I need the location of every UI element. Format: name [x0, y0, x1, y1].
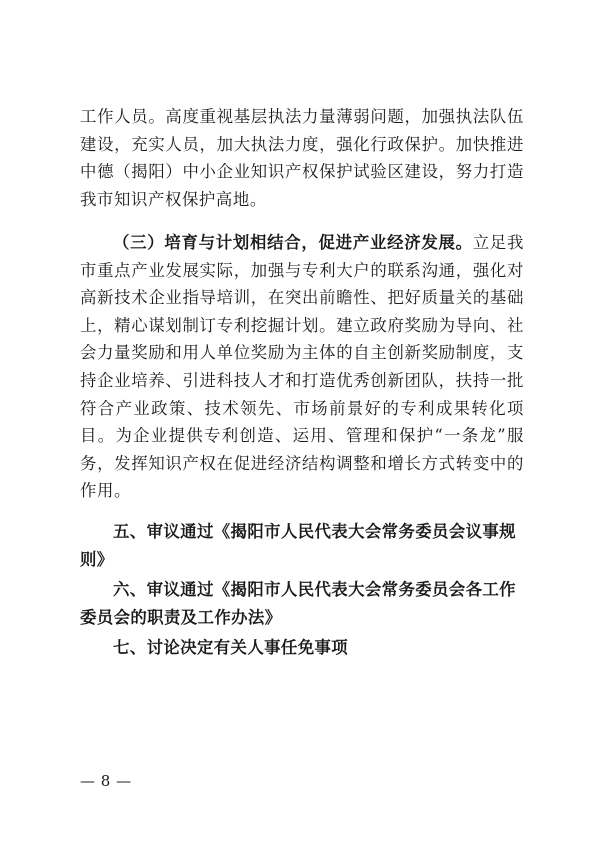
paragraph-lead-sentence: （三）培育与计划相结合，促进产业经济发展。 — [113, 233, 473, 252]
page-number: — 8 — — [80, 772, 132, 790]
paragraph-body-text: 立足我市重点产业发展实际，加强与专利大户的联系沟通，强化对高新技术企业指导培训，在突出前瞻性、把好质量关的基础上，精心谋划制订专利挖掘计划。建立政府奖励为导向、社会力量奖励和用人单位奖励为主体的自主创新奖励制度，支持企业培养、引进科技人才和打造优秀创新团队，扶持一批符合产业政策、技术领先、市场前景好的专利成果转化项目。为企业提供专利创造、运用、管理和保护“一条龙”服务，发挥知识产权在促进经济结构调整和增长方式转变中的作用。 — [80, 233, 524, 501]
paragraph-industry-development — [80, 229, 524, 505]
section-heading-seven: 七、讨论决定有关人事任免事项 — [113, 638, 349, 657]
section-heading-six: 六、审议通过《揭阳市人民代表大会常务委员会各工作委员会的职责及工作办法》 — [80, 580, 516, 627]
section-heading-five: 五、审议通过《揭阳市人民代表大会常务委员会议事规则》 — [80, 522, 516, 569]
paragraph-ip-protection: 工作人员。高度重视基层执法力量薄弱问题，加强执法队伍建设，充实人员，加大执法力度，强化行政保护。加快推进中德（揭阳）中小企业知识产权保护试验区建设，努力打造我市知识产权保护高地。 — [80, 107, 524, 209]
